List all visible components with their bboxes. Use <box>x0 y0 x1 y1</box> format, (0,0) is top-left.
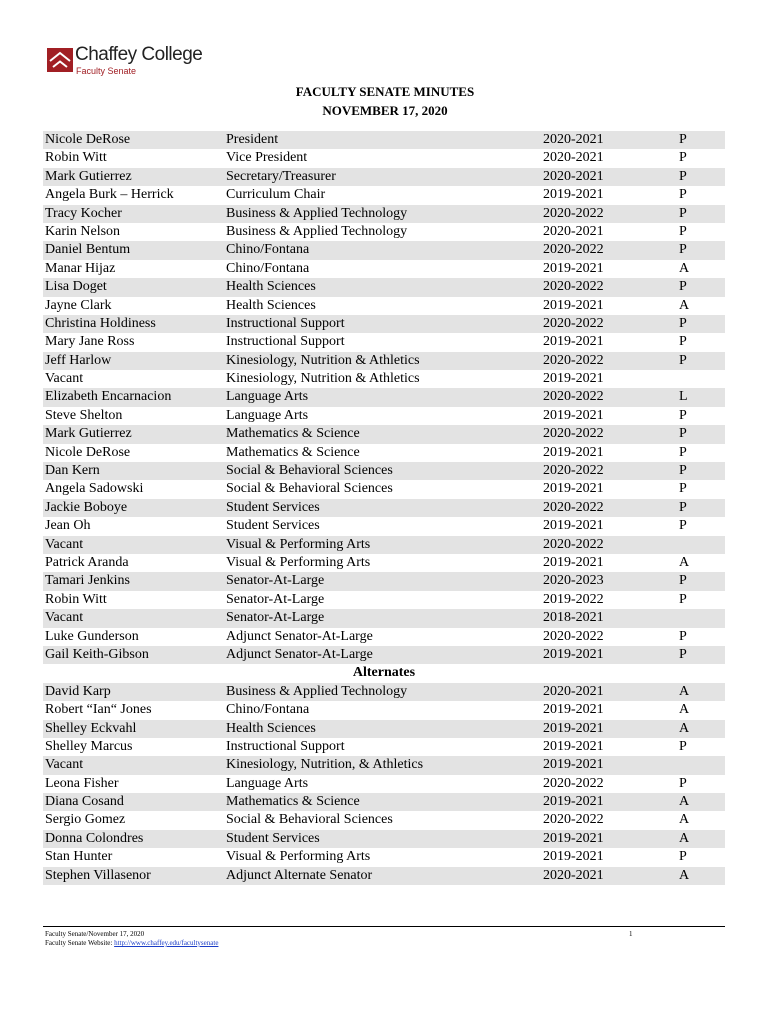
member-name: Tracy Kocher <box>45 205 122 221</box>
member-term: 2019-2021 <box>543 554 604 570</box>
senator-row <box>43 315 725 333</box>
logo-name: Chaffey College <box>75 44 203 65</box>
senator-row <box>43 131 725 149</box>
member-attendance: P <box>679 591 687 607</box>
senator-row <box>43 352 725 370</box>
member-term: 2019-2021 <box>543 830 604 846</box>
member-attendance: A <box>679 554 690 570</box>
alternates-heading: Alternates <box>352 665 416 681</box>
senator-row <box>43 499 725 517</box>
member-attendance: P <box>679 646 687 662</box>
member-name: Mark Gutierrez <box>45 426 132 442</box>
member-term: 2020-2022 <box>543 812 604 828</box>
member-attendance: P <box>679 242 687 258</box>
member-attendance: P <box>679 334 687 350</box>
member-name: David Karp <box>45 683 111 699</box>
member-term: 2020-2022 <box>543 628 604 644</box>
member-department: Senator-At-Large <box>226 573 325 589</box>
footer-date-line: Faculty Senate/November 17, 2020 <box>45 930 145 938</box>
member-department: Business & Applied Technology <box>226 683 408 699</box>
member-name: Nicole DeRose <box>45 132 131 147</box>
member-term: 2019-2021 <box>543 849 604 865</box>
alternate-row <box>43 738 725 756</box>
member-name: Sergio Gomez <box>45 812 126 828</box>
senator-row <box>43 205 725 223</box>
footer-website-label: Faculty Senate Website: <box>45 939 113 947</box>
member-attendance: A <box>679 260 690 276</box>
alternate-row <box>43 683 725 701</box>
member-attendance: P <box>679 352 687 368</box>
alternate-row <box>43 701 725 719</box>
member-department: Health Sciences <box>226 279 316 295</box>
alternates-heading-row <box>43 664 725 682</box>
alternate-row <box>43 811 725 829</box>
member-department: Business & Applied Technology <box>226 223 408 239</box>
member-term: 2019-2021 <box>543 371 604 387</box>
member-department: Mathematics & Science <box>226 444 360 460</box>
member-term: 2020-2022 <box>543 242 604 258</box>
member-name: Diana Cosand <box>45 794 124 810</box>
member-department: Visual & Performing Arts <box>226 536 371 552</box>
member-department: Chino/Fontana <box>226 702 310 718</box>
member-name: Patrick Aranda <box>45 554 129 570</box>
member-term: 2020-2022 <box>543 389 604 405</box>
member-name: Robin Witt <box>45 150 107 166</box>
senator-row <box>43 168 725 186</box>
member-department: Mathematics & Science <box>226 794 360 810</box>
senator-row <box>43 370 725 388</box>
senator-row <box>43 536 725 554</box>
member-department: Adjunct Senator-At-Large <box>226 628 373 644</box>
member-department: Kinesiology, Nutrition & Athletics <box>226 352 420 368</box>
senate-roster-table <box>43 131 725 885</box>
member-term: 2018-2021 <box>543 610 604 626</box>
member-department: Social & Behavioral Sciences <box>226 812 393 828</box>
member-department: Health Sciences <box>226 297 316 313</box>
senator-row <box>43 278 725 296</box>
member-attendance: P <box>679 223 687 239</box>
member-term: 2020-2022 <box>543 279 604 295</box>
member-department: Language Arts <box>226 407 309 423</box>
chaffey-logo-icon <box>47 48 73 72</box>
member-attendance: P <box>679 444 687 460</box>
member-department: Language Arts <box>226 775 309 791</box>
member-department: Language Arts <box>226 389 309 405</box>
member-term: 2019-2021 <box>543 720 604 736</box>
member-department: Student Services <box>226 518 320 534</box>
member-attendance: P <box>679 407 687 423</box>
senator-row <box>43 149 725 167</box>
member-name: Angela Burk – Herrick <box>45 187 174 203</box>
alternate-row <box>43 756 725 774</box>
member-name: Manar Hijaz <box>45 260 116 276</box>
member-name: Vacant <box>45 757 84 773</box>
member-term: 2020-2021 <box>543 223 604 239</box>
member-department: Secretary/Treasurer <box>226 168 336 184</box>
member-department: Adjunct Senator-At-Large <box>226 646 373 662</box>
member-attendance: P <box>679 481 687 497</box>
footer-website-line <box>45 939 218 948</box>
senator-row <box>43 223 725 241</box>
senator-row <box>43 297 725 315</box>
member-name: Gail Keith-Gibson <box>45 646 149 662</box>
member-term: 2020-2021 <box>543 150 604 166</box>
member-name: Dan Kern <box>45 463 100 479</box>
member-department: Instructional Support <box>226 315 345 331</box>
senator-row <box>43 628 725 646</box>
member-name: Stan Hunter <box>45 849 113 865</box>
member-department: Health Sciences <box>226 720 316 736</box>
member-name: Mark Gutierrez <box>45 168 132 184</box>
member-term: 2019-2021 <box>543 646 604 662</box>
member-term: 2019-2021 <box>543 407 604 423</box>
member-name: Elizabeth Encarnacion <box>45 389 172 405</box>
member-term: 2019-2021 <box>543 444 604 460</box>
member-name: Robin Witt <box>45 591 107 607</box>
member-term: 2020-2021 <box>543 168 604 184</box>
senator-row <box>43 425 725 443</box>
alternate-row <box>43 720 725 738</box>
member-name: Jeff Harlow <box>45 352 112 368</box>
member-name: Shelley Marcus <box>45 738 133 754</box>
member-attendance: A <box>679 702 690 718</box>
member-term: 2019-2021 <box>543 794 604 810</box>
member-department: Visual & Performing Arts <box>226 554 371 570</box>
member-term: 2020-2021 <box>543 867 604 883</box>
member-attendance: P <box>679 187 687 203</box>
senator-row <box>43 241 725 259</box>
member-term: 2020-2022 <box>543 463 604 479</box>
member-term: 2020-2022 <box>543 352 604 368</box>
member-name: Jackie Boboye <box>45 499 128 515</box>
member-attendance: P <box>679 205 687 221</box>
member-department: Vice President <box>226 150 308 166</box>
member-term: 2019-2021 <box>543 702 604 718</box>
senator-row <box>43 591 725 609</box>
member-name: Christina Holdiness <box>45 315 156 331</box>
member-name: Lisa Doget <box>45 279 107 295</box>
member-attendance: A <box>679 297 690 313</box>
senator-row <box>43 646 725 664</box>
member-attendance: P <box>679 132 687 147</box>
member-attendance: P <box>679 315 687 331</box>
senator-row <box>43 407 725 425</box>
member-term: 2020-2022 <box>543 426 604 442</box>
senator-row <box>43 260 725 278</box>
member-department: Student Services <box>226 830 320 846</box>
member-term: 2020-2022 <box>543 315 604 331</box>
member-name: Karin Nelson <box>45 223 121 239</box>
member-name: Shelley Eckvahl <box>45 720 137 736</box>
alternate-row <box>43 848 725 866</box>
member-attendance: P <box>679 573 687 589</box>
logo-subtitle: Faculty Senate <box>76 66 137 76</box>
footer-divider <box>43 926 725 927</box>
member-term: 2019-2021 <box>543 738 604 754</box>
member-name: Luke Gunderson <box>45 628 139 644</box>
member-term: 2020-2022 <box>543 205 604 221</box>
document-title: FACULTY SENATE MINUTES <box>295 84 475 99</box>
member-term: 2020-2022 <box>543 499 604 515</box>
document-date: NOVEMBER 17, 2020 <box>322 103 448 118</box>
member-term: 2020-2023 <box>543 573 604 589</box>
alternate-row <box>43 830 725 848</box>
member-attendance: A <box>679 683 690 699</box>
senator-row <box>43 388 725 406</box>
member-attendance: L <box>679 389 688 405</box>
senator-row <box>43 517 725 535</box>
member-attendance: P <box>679 849 687 865</box>
member-department: Student Services <box>226 499 320 515</box>
member-department: Instructional Support <box>226 738 345 754</box>
senator-row <box>43 480 725 498</box>
senator-row <box>43 554 725 572</box>
member-attendance: P <box>679 279 687 295</box>
member-attendance: P <box>679 463 687 479</box>
member-attendance: A <box>679 812 690 828</box>
member-name: Nicole DeRose <box>45 444 131 460</box>
member-department: Kinesiology, Nutrition & Athletics <box>226 371 420 387</box>
member-attendance: P <box>679 628 687 644</box>
member-attendance: A <box>679 867 690 883</box>
member-department: Senator-At-Large <box>226 591 325 607</box>
senator-row <box>43 333 725 351</box>
alternate-row <box>43 775 725 793</box>
member-term: 2019-2021 <box>543 334 604 350</box>
member-name: Daniel Bentum <box>45 242 131 258</box>
member-name: Vacant <box>45 536 84 552</box>
member-attendance: A <box>679 830 690 846</box>
member-attendance: P <box>679 518 687 534</box>
member-attendance: P <box>679 168 687 184</box>
member-department: Curriculum Chair <box>226 187 326 203</box>
member-department: Adjunct Alternate Senator <box>226 867 373 883</box>
member-attendance: P <box>679 150 687 166</box>
member-name: Vacant <box>45 610 84 626</box>
member-name: Leona Fisher <box>45 775 119 791</box>
member-term: 2019-2021 <box>543 260 604 276</box>
member-term: 2019-2021 <box>543 187 604 203</box>
member-term: 2020-2022 <box>543 536 604 552</box>
member-department: Visual & Performing Arts <box>226 849 371 865</box>
member-department: Business & Applied Technology <box>226 205 408 221</box>
member-attendance: P <box>679 775 687 791</box>
member-name: Robert “Ian“ Jones <box>45 702 152 718</box>
member-term: 2019-2021 <box>543 481 604 497</box>
member-attendance: P <box>679 499 687 515</box>
alternate-row <box>43 867 725 885</box>
member-term: 2020-2021 <box>543 132 604 147</box>
member-department: Chino/Fontana <box>226 242 310 258</box>
member-attendance: A <box>679 720 690 736</box>
member-department: Mathematics & Science <box>226 426 360 442</box>
page-number: 1 <box>629 930 633 938</box>
member-name: Mary Jane Ross <box>45 334 135 350</box>
member-name: Vacant <box>45 371 84 387</box>
member-name: Tamari Jenkins <box>45 573 130 589</box>
member-name: Jayne Clark <box>45 297 112 313</box>
member-term: 2019-2021 <box>543 757 604 773</box>
member-attendance: A <box>679 794 690 810</box>
member-name: Donna Colondres <box>45 830 144 846</box>
member-name: Angela Sadowski <box>45 481 144 497</box>
member-term: 2019-2021 <box>543 297 604 313</box>
senator-row <box>43 462 725 480</box>
member-name: Stephen Villasenor <box>45 867 151 883</box>
senator-row <box>43 609 725 627</box>
footer-website-link[interactable]: http://www.chaffey.edu/facultysenate <box>114 939 219 947</box>
member-term: 2020-2021 <box>543 683 604 699</box>
senator-row <box>43 186 725 204</box>
member-department: Social & Behavioral Sciences <box>226 463 393 479</box>
member-attendance: P <box>679 426 687 442</box>
member-department: Senator-At-Large <box>226 610 325 626</box>
member-department: Social & Behavioral Sciences <box>226 481 393 497</box>
senator-row <box>43 572 725 590</box>
member-department: Instructional Support <box>226 334 345 350</box>
member-department: Chino/Fontana <box>226 260 310 276</box>
senator-row <box>43 444 725 462</box>
member-department: President <box>226 132 279 147</box>
member-term: 2019-2022 <box>543 591 604 607</box>
member-name: Steve Shelton <box>45 407 123 423</box>
member-department: Kinesiology, Nutrition, & Athletics <box>226 757 424 773</box>
member-term: 2019-2021 <box>543 518 604 534</box>
member-term: 2020-2022 <box>543 775 604 791</box>
member-attendance: P <box>679 738 687 754</box>
alternate-row <box>43 793 725 811</box>
member-name: Jean Oh <box>45 518 91 534</box>
